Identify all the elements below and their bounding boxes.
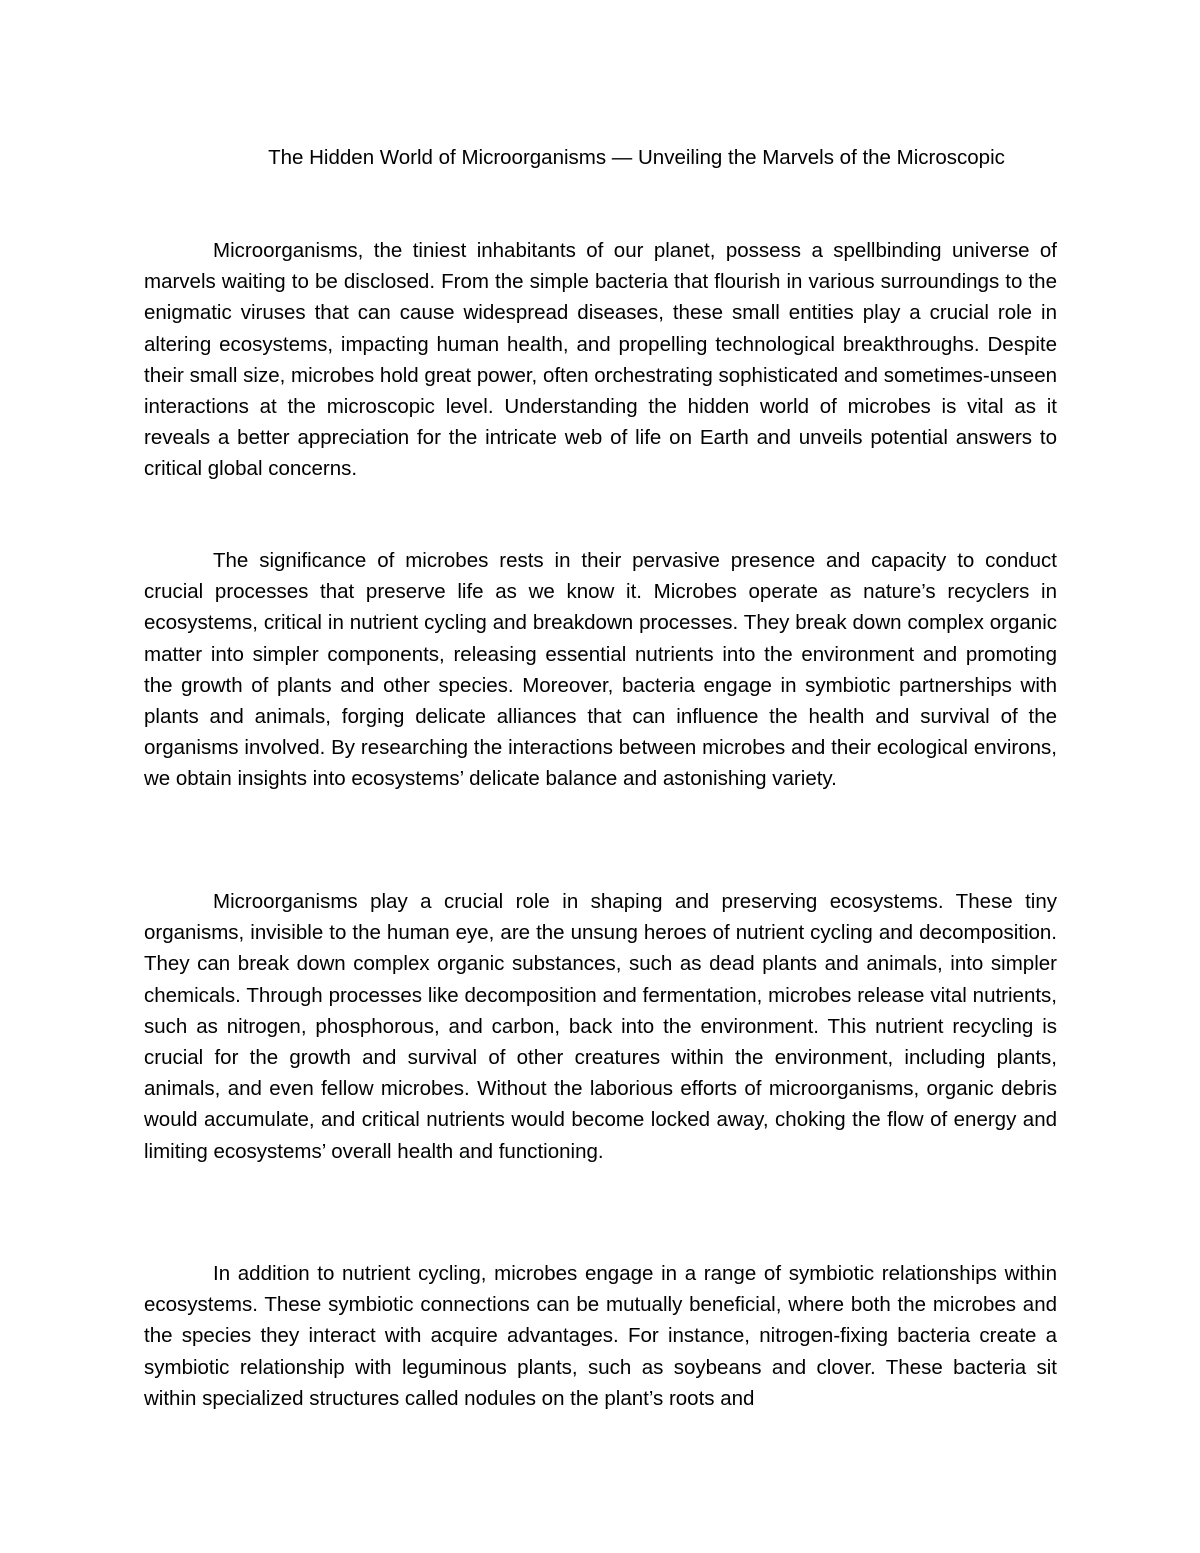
paragraph-1: Microorganisms, the tiniest inhabitants of our planet, possess a spellbinding universe of marvels waiting to be disclosed. From the simple bacteria that flourish in various surroundings to the enigmatic viruses that can cause widespread diseases, these small entities play a crucial role in altering ecosystems, impacting human health, and propelling technological breakthroughs. Despite their small size, microbes hold great power, often orchestrating sophisticated and sometimes-unseen interactions at the microscopic level. Understanding the hidden world of microbes is vital as it reveals a better appreciation for the intricate web of life on Earth and unveils potential answers to critical global concerns.	[144, 239, 1057, 481]
paragraph-3: Microorganisms play a crucial role in shaping and preserving ecosystems. These tiny organisms, invisible to the human eye, are the unsung heroes of nutrient cycling and decomposition. They can break down complex organic substances, such as dead plants and animals, into simpler chemicals. Through processes like decomposition and fermentation, microbes release vital nutrients, such as nitrogen, phosphorous, and carbon, back into the environment. This nutrient recycling is crucial for the growth and survival of other creatures within the environment, including plants, animals, and even fellow microbes. Without the laborious efforts of microorganisms, organic debris would accumulate, and critical nutrients would become locked away, choking the flow of energy and limiting ecosystems’ overall health and functioning.	[144, 890, 1057, 1163]
document-title: The Hidden World of Microorganisms — Unveiling the Marvels of the Microscopic	[268, 146, 1005, 169]
paragraph-4: In addition to nutrient cycling, microbes engage in a range of symbiotic relationships within ecosystems. These symbiotic connections can be mutually beneficial, where both the microbes and the species they interact with acquire advantages. For instance, nitrogen-fixing bacteria create a symbiotic relationship with leguminous plants, such as soybeans and clover. These bacteria sit within specialized structures called nodules on the plant’s roots and	[144, 1262, 1057, 1410]
paragraph-2: The significance of microbes rests in their pervasive presence and capacity to conduct crucial processes that preserve life as we know it. Microbes operate as nature’s recyclers in ecosystems, critical in nutrient cycling and breakdown processes. They break down complex organic matter into simpler components, releasing essential nutrients into the environment and promoting the growth of plants and other species. Moreover, bacteria engage in symbiotic partnerships with plants and animals, forging delicate alliances that can influence the health and survival of the organisms involved. By researching the interactions between microbes and their ecological environs, we obtain insights into ecosystems’ delicate balance and astonishing variety.	[144, 549, 1057, 791]
